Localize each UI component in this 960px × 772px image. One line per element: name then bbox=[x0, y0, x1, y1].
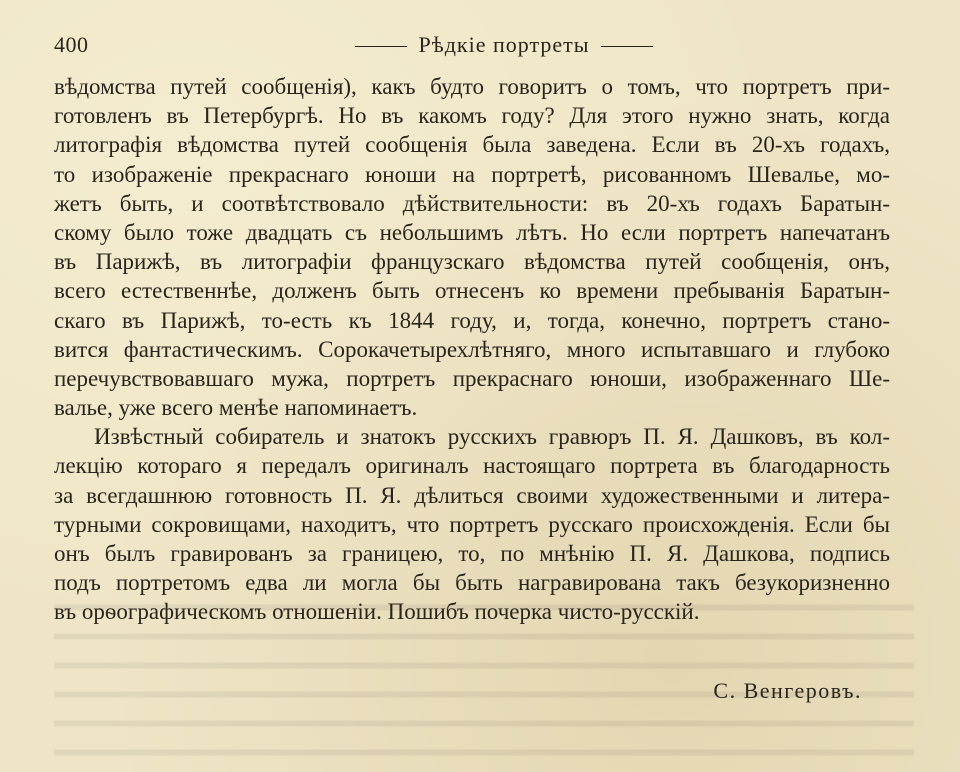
text-line: вѣдомства путей сообщенія), какъ будто говоритъ о томъ, что портретъ при- bbox=[54, 74, 890, 99]
running-title bbox=[304, 32, 704, 58]
text-line: лекцію котораго я передалъ оригиналъ настоящаго портрета въ благодарность bbox=[54, 453, 890, 479]
running-title-text: Рѣдкіе портреты bbox=[418, 32, 590, 57]
text-line: скому было тоже двадцать съ небольшимъ лѣтъ. Но если портретъ напечатанъ bbox=[54, 219, 890, 245]
page-number: 400 bbox=[54, 32, 89, 57]
text-line: валье, уже всего менѣе напоминаетъ. bbox=[54, 395, 418, 421]
text-line: подъ портретомъ едва ли могла бы быть награвирована такъ безукоризненно bbox=[54, 570, 890, 596]
text-line: литографія вѣдомства путей сообщенія была заведена. Если въ 20-хъ годахъ, bbox=[54, 132, 890, 158]
text-line: жетъ быть, и соотвѣтствовало дѣйствительности: въ 20-хъ годахъ Баратын- bbox=[54, 190, 890, 216]
text-line: скаго въ Парижѣ, то-есть къ 1844 году, и, тогда, конечно, портретъ стано- bbox=[54, 307, 890, 333]
text-line: вится фантастическимъ. Сорокачетырехлѣтняго, много испытавшаго и глубоко bbox=[54, 336, 890, 362]
text-line: всего естественнѣе, долженъ быть отнесенъ ко времени пребыванія Баратын- bbox=[54, 278, 890, 304]
text-line: въ Парижѣ, въ литографіи французскаго вѣдомства путей сообщенія, онъ, bbox=[54, 249, 890, 275]
text-line: за всегдашнюю готовность П. Я. дѣлиться своими художественными и литера- bbox=[54, 482, 890, 508]
text-line: въ орѳографическомъ отношеніи. Пошибъ почерка чисто-русскій. bbox=[54, 599, 700, 625]
text-line: то изображеніе прекраснаго юноши на портретѣ, рисованномъ Шевалье, мо- bbox=[54, 161, 890, 187]
text-line: готовленъ въ Петербургѣ. Но въ какомъ году? Для этого нужно знать, когда bbox=[54, 103, 890, 129]
text-line: Извѣстный собиратель и знатокъ русскихъ гравюръ П. Я. Дашковъ, въ кол- bbox=[94, 424, 890, 450]
page-header bbox=[54, 28, 894, 64]
author-signature: С. Венгеровъ. bbox=[713, 678, 862, 703]
body-text bbox=[54, 72, 890, 627]
title-rule-left bbox=[355, 46, 407, 47]
title-rule-right bbox=[601, 46, 653, 47]
text-line: турными сокровищами, находитъ, что портретъ русскаго происхожденія. Если бы bbox=[54, 511, 890, 537]
paragraph-1 bbox=[54, 72, 890, 422]
text-line: онъ былъ гравированъ за границею, то, по мнѣнію П. Я. Дашкова, подпись bbox=[54, 541, 890, 566]
paragraph-2 bbox=[54, 422, 890, 626]
text-line: перечувствовавшаго мужа, портретъ прекраснаго юноши, изображеннаго Ше- bbox=[54, 365, 890, 391]
